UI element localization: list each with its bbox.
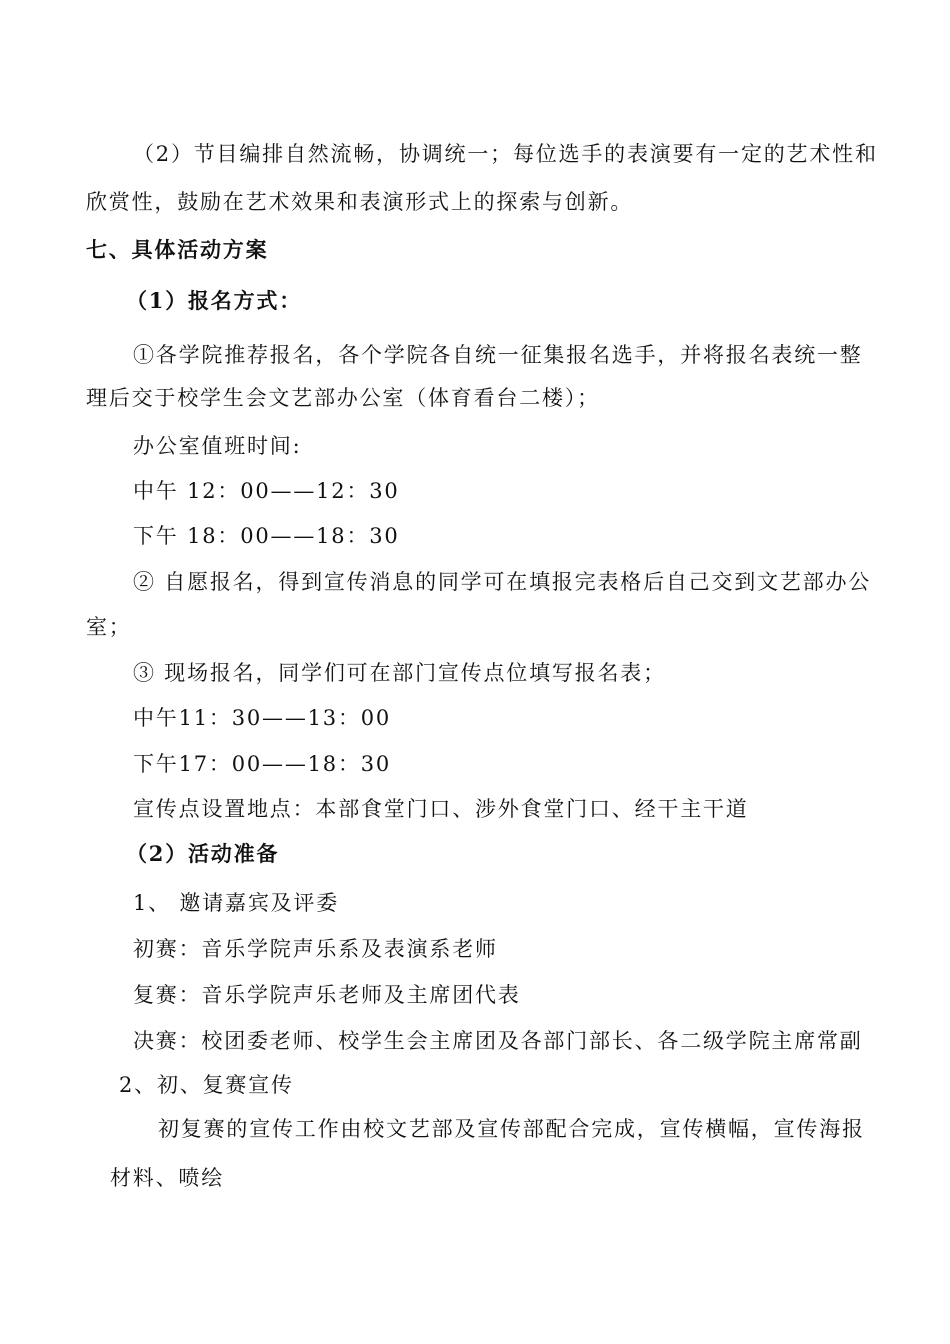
paragraph-line: 初复赛的宣传工作由校文艺部及宣传部配合完成，宣传横幅，宣传海报 [158, 1117, 865, 1141]
paragraph-line: 决赛：校团委老师、校学生会主席团及各部门部长、各二级学院主席常副 [133, 1029, 863, 1053]
paragraph-line: ② 自愿报名，得到宣传消息的同学可在填报完表格后自己交到文艺部办公 [133, 570, 872, 594]
time-entry: 中午 12：00——12：30 [133, 479, 400, 503]
section-heading: 七、具体活动方案 [86, 237, 269, 262]
paragraph-line: 材料、喷绘 [110, 1166, 224, 1190]
time-entry: 下午17：00——18：30 [133, 752, 392, 776]
paragraph-line: ①各学院推荐报名，各个学院各自统一征集报名选手，并将报名表统一整 [133, 343, 863, 367]
paragraph-line: 宣传点设置地点：本部食堂门口、涉外食堂门口、经干主干道 [133, 797, 749, 821]
paragraph-line: 欣赏性，鼓励在艺术效果和表演形式上的探索与创新。 [86, 190, 634, 214]
subsection-heading: （1）报名方式： [126, 288, 303, 313]
list-item-heading: 1、 邀请嘉宾及评委 [133, 891, 340, 915]
paragraph-line: 复赛：音乐学院声乐老师及主席团代表 [133, 983, 521, 1007]
paragraph-line: （2）节目编排自然流畅，协调统一；每位选手的表演要有一定的艺术性和 [133, 142, 878, 166]
paragraph-line: 室； [86, 615, 132, 639]
paragraph-line: ③ 现场报名，同学们可在部门宣传点位填写报名表； [133, 661, 666, 685]
office-hours-label: 办公室值班时间: [133, 434, 302, 458]
paragraph-line: 初赛：音乐学院声乐系及表演系老师 [133, 937, 498, 961]
time-entry: 下午 18：00——18：30 [133, 524, 400, 548]
list-item-heading: 2、初、复赛宣传 [119, 1073, 294, 1097]
paragraph-line: 理后交于校学生会文艺部办公室（体育看台二楼）； [86, 386, 600, 410]
time-entry: 中午11：30——13：00 [133, 706, 392, 730]
subsection-heading: （2）活动准备 [126, 841, 280, 866]
